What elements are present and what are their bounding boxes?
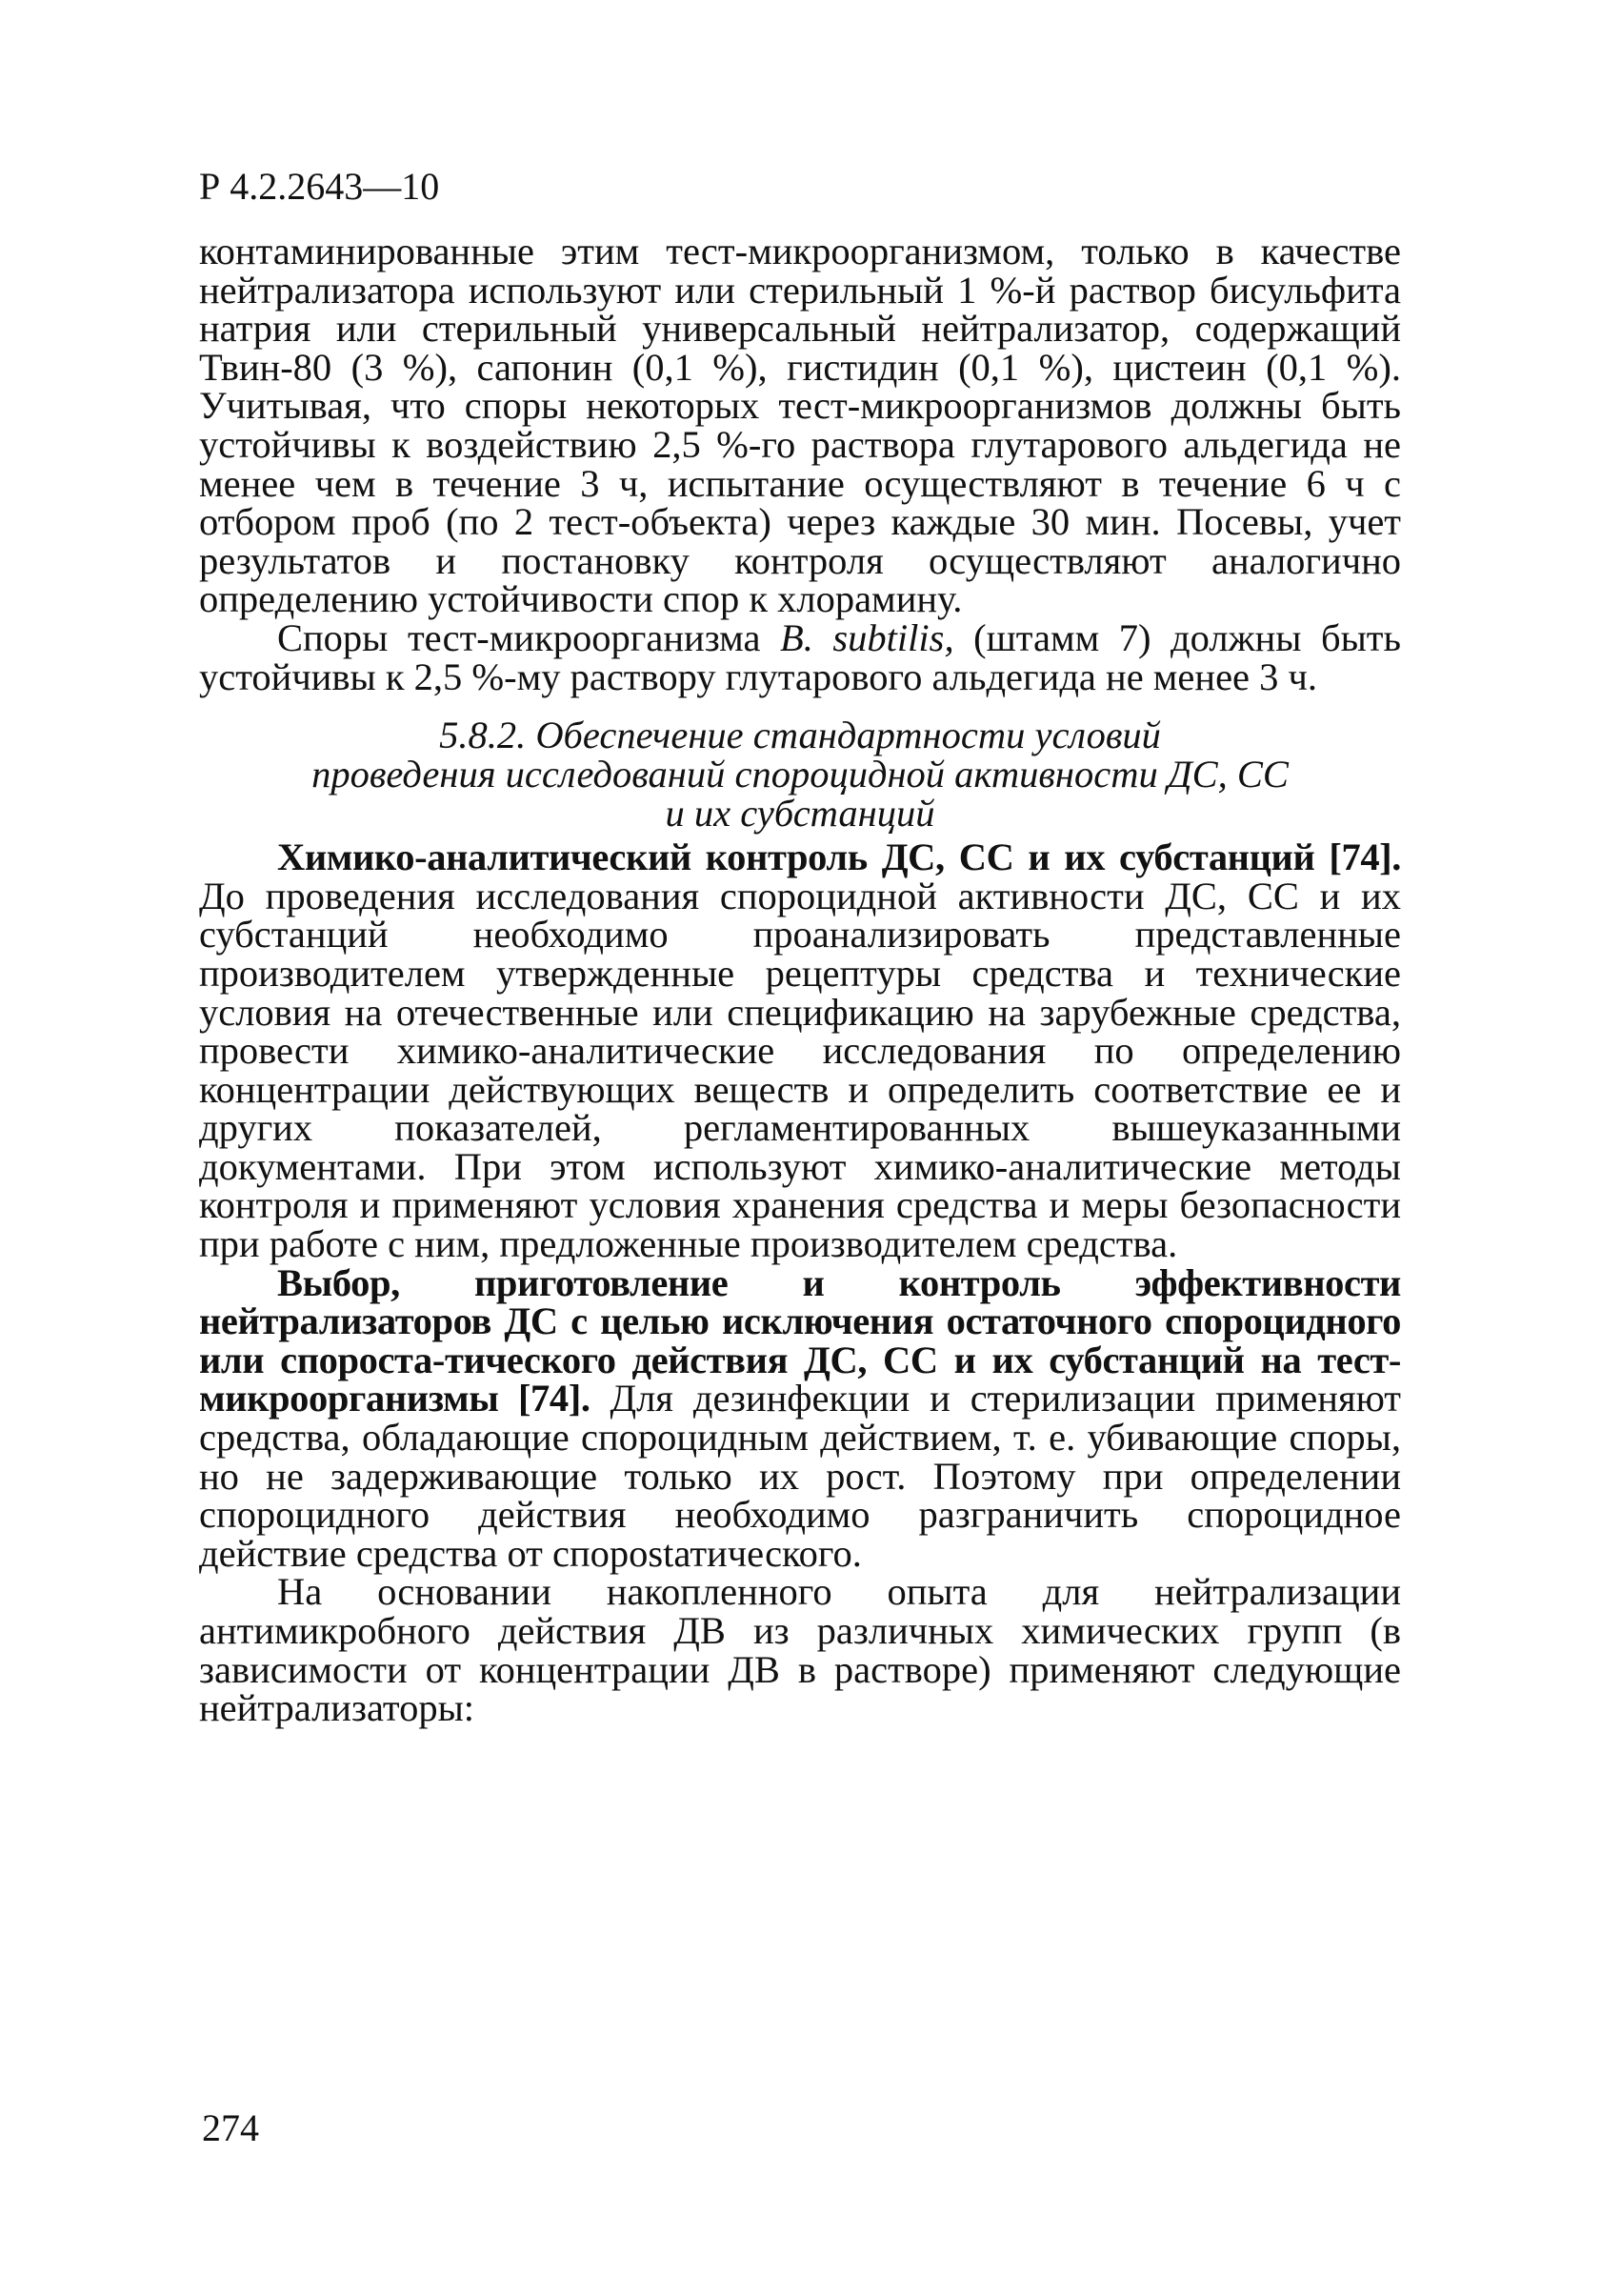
body-text [199, 232, 1401, 1728]
page-number: 274 [202, 2106, 259, 2149]
subsection-neutralizers [199, 1260, 1402, 1575]
paragraph-spores-text-after: (штамм 7) должны быть устойчивы к 2,5 %-му раствору глутарового альдегида не менее 3 ч. [199, 615, 1401, 698]
subsection-neutralizers-lead: Выбор, приготовление и контроль эффективности нейтрализаторов ДС с целью исключения остаточного спороцидного или спороста-тического действия ДС, СС и их субстанций на тест-микроорганизмы [74]. [199, 1260, 1401, 1420]
section-heading [199, 714, 1401, 836]
paragraph-spores-text-before: Споры тест-микроорганизма [277, 615, 780, 659]
document-code-header: Р 4.2.2643—10 [199, 165, 440, 208]
species-name: B. subtilis, [780, 615, 954, 659]
paragraph-closing: На основании накопленного опыта для нейтрализации антимикробного действия ДВ из различных химических групп (в зависимости от концентрации ДВ в растворе) применяют следующие нейтрализаторы: [199, 1570, 1401, 1730]
subsection-chemical-control-lead: Химико-аналитический контроль ДС, СС и их субстанций [74]. [277, 836, 1401, 879]
section-heading-line-3: и их субстанций [665, 792, 935, 836]
subsection-chemical-control-text: До проведения исследования спороцидной активности ДС, СС и их субстанций необходимо проанализировать представленные производителем утвержденные рецептуры средства и технические условия на отечественные или спецификацию на зарубежные средства, провести химико-аналитические исследования по определению концентрации действующих веществ и определить соответствие ее и других показателей, регламентированных вышеуказанными документами. При этом используют химико-аналитические методы контроля и применяют условия хранения средства и меры безопасности при работе с ним, предложенные производителем средства. [199, 874, 1401, 1266]
paragraph-continuation: контаминированные этим тест-микроорганизмом, только в качестве нейтрализатора используют или стерильный 1 %-й раствор бисульфита натрия или стерильный универсальный нейтрализатор, содержащий Твин-80 (3 %), сапонин (0,1 %), гистидин (0,1 %), цистеин (0,1 %). Учитывая, что споры некоторых тест-микроорганизмов должны быть устойчивы к воздействию 2,5 %-го раствора глутарового альдегида не менее чем в течение 3 ч, испытание осуществляют в течение 6 ч с отбором проб (по 2 тест-объекта) через каждые 30 мин. Посевы, учет результатов и постановку контроля осуществляют аналогично определению устойчивости спор к хлорамину. [199, 230, 1401, 621]
subsection-chemical-control [199, 838, 1401, 1264]
section-heading-line-1: 5.8.2. Обеспечение стандартности условий [439, 714, 1161, 757]
paragraph-spores [199, 615, 1401, 698]
subsection-neutralizers-text: Для дезинфекции и стерилизации применяют средства, обладающие спороцидным действием, т. е. убивающие споры, но не задерживающие только их рост. Поэтому при определении спороцидного действия необходимо разграничить спороцидное действие средства от спорostатического. [199, 1377, 1402, 1575]
section-heading-line-2: проведения исследований спороцидной активности ДС, СС [311, 753, 1289, 796]
